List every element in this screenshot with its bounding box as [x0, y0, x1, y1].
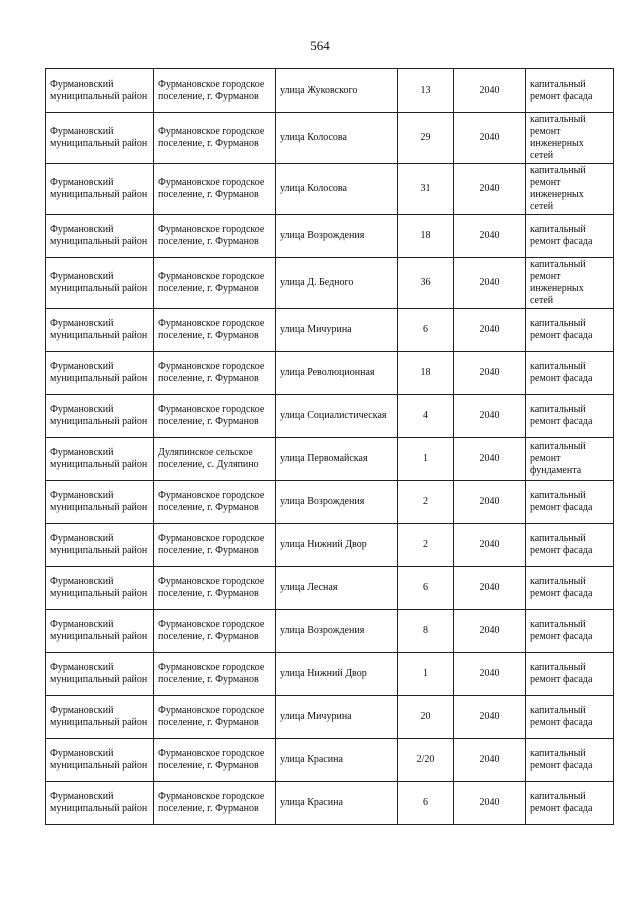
works-type-cell: капитальный ремонт фасада — [526, 352, 614, 395]
settlement-cell: Фурмановское городское поселение, г. Фурманов — [154, 395, 276, 438]
table-row — [46, 567, 614, 610]
table-row — [46, 352, 614, 395]
works-type-cell: капитальный ремонт фасада — [526, 309, 614, 352]
works-type-cell: капитальный ремонт фасада — [526, 610, 614, 653]
works-type-cell: капитальный ремонт фасада — [526, 524, 614, 567]
house-number-cell: 2 — [398, 524, 454, 567]
street-cell: улица Мичурина — [276, 309, 398, 352]
year-cell: 2040 — [454, 610, 526, 653]
table-row — [46, 653, 614, 696]
street-cell: улица Красина — [276, 739, 398, 782]
settlement-cell: Фурмановское городское поселение, г. Фурманов — [154, 352, 276, 395]
table-row — [46, 164, 614, 215]
district-cell: Фурмановский муниципальный район — [46, 696, 154, 739]
year-cell: 2040 — [454, 696, 526, 739]
house-number-cell: 8 — [398, 610, 454, 653]
works-type-cell: капитальный ремонт фасада — [526, 696, 614, 739]
year-cell: 2040 — [454, 258, 526, 309]
district-cell: Фурмановский муниципальный район — [46, 352, 154, 395]
district-cell: Фурмановский муниципальный район — [46, 653, 154, 696]
street-cell: улица Колосова — [276, 113, 398, 164]
settlement-cell: Фурмановское городское поселение, г. Фурманов — [154, 524, 276, 567]
district-cell: Фурмановский муниципальный район — [46, 309, 154, 352]
settlement-cell: Фурмановское городское поселение, г. Фурманов — [154, 69, 276, 113]
street-cell: улица Нижний Двор — [276, 653, 398, 696]
street-cell: улица Жуковского — [276, 69, 398, 113]
house-number-cell: 1 — [398, 438, 454, 481]
house-number-cell: 2/20 — [398, 739, 454, 782]
year-cell: 2040 — [454, 739, 526, 782]
house-number-cell: 6 — [398, 567, 454, 610]
district-cell: Фурмановский муниципальный район — [46, 524, 154, 567]
district-cell: Фурмановский муниципальный район — [46, 215, 154, 258]
street-cell: улица Д. Бедного — [276, 258, 398, 309]
district-cell: Фурмановский муниципальный район — [46, 69, 154, 113]
district-cell: Фурмановский муниципальный район — [46, 438, 154, 481]
table-row — [46, 696, 614, 739]
year-cell: 2040 — [454, 352, 526, 395]
district-cell: Фурмановский муниципальный район — [46, 164, 154, 215]
year-cell: 2040 — [454, 215, 526, 258]
works-type-cell: капитальный ремонт фасада — [526, 395, 614, 438]
year-cell: 2040 — [454, 69, 526, 113]
year-cell: 2040 — [454, 481, 526, 524]
table-row — [46, 258, 614, 309]
street-cell: улица Мичурина — [276, 696, 398, 739]
table-row — [46, 739, 614, 782]
works-type-cell: капитальный ремонт фасада — [526, 653, 614, 696]
settlement-cell: Фурмановское городское поселение, г. Фурманов — [154, 610, 276, 653]
house-number-cell: 29 — [398, 113, 454, 164]
district-cell: Фурмановский муниципальный район — [46, 782, 154, 825]
settlement-cell: Фурмановское городское поселение, г. Фурманов — [154, 164, 276, 215]
street-cell: улица Лесная — [276, 567, 398, 610]
house-number-cell: 6 — [398, 309, 454, 352]
street-cell: улица Нижний Двор — [276, 524, 398, 567]
settlement-cell: Фурмановское городское поселение, г. Фурманов — [154, 696, 276, 739]
house-number-cell: 18 — [398, 215, 454, 258]
house-number-cell: 13 — [398, 69, 454, 113]
district-cell: Фурмановский муниципальный район — [46, 610, 154, 653]
table-row — [46, 395, 614, 438]
works-type-cell: капитальный ремонт фундамента — [526, 438, 614, 481]
settlement-cell: Фурмановское городское поселение, г. Фурманов — [154, 653, 276, 696]
works-type-cell: капитальный ремонт инженерных сетей — [526, 258, 614, 309]
works-type-cell: капитальный ремонт фасада — [526, 782, 614, 825]
year-cell: 2040 — [454, 309, 526, 352]
year-cell: 2040 — [454, 782, 526, 825]
table-row — [46, 69, 614, 113]
settlement-cell: Фурмановское городское поселение, г. Фурманов — [154, 782, 276, 825]
street-cell: улица Революционная — [276, 352, 398, 395]
district-cell: Фурмановский муниципальный район — [46, 258, 154, 309]
year-cell: 2040 — [454, 395, 526, 438]
settlement-cell: Дуляпинское сельское поселение, с. Дуляпино — [154, 438, 276, 481]
house-number-cell: 6 — [398, 782, 454, 825]
works-type-cell: капитальный ремонт фасада — [526, 215, 614, 258]
street-cell: улица Возрождения — [276, 215, 398, 258]
works-type-cell: капитальный ремонт фасада — [526, 69, 614, 113]
settlement-cell: Фурмановское городское поселение, г. Фурманов — [154, 215, 276, 258]
table-row — [46, 610, 614, 653]
house-number-cell: 1 — [398, 653, 454, 696]
street-cell: улица Первомайская — [276, 438, 398, 481]
settlement-cell: Фурмановское городское поселение, г. Фурманов — [154, 481, 276, 524]
works-type-cell: капитальный ремонт инженерных сетей — [526, 113, 614, 164]
table-row — [46, 481, 614, 524]
street-cell: улица Возрождения — [276, 610, 398, 653]
table-row — [46, 113, 614, 164]
table-row — [46, 215, 614, 258]
table-row — [46, 782, 614, 825]
register-table — [45, 68, 614, 825]
table-row — [46, 524, 614, 567]
district-cell: Фурмановский муниципальный район — [46, 113, 154, 164]
house-number-cell: 18 — [398, 352, 454, 395]
table-row — [46, 309, 614, 352]
year-cell: 2040 — [454, 653, 526, 696]
street-cell: улица Возрождения — [276, 481, 398, 524]
works-type-cell: капитальный ремонт фасада — [526, 567, 614, 610]
street-cell: улица Колосова — [276, 164, 398, 215]
works-type-cell: капитальный ремонт инженерных сетей — [526, 164, 614, 215]
year-cell: 2040 — [454, 524, 526, 567]
house-number-cell: 2 — [398, 481, 454, 524]
street-cell: улица Социалистическая — [276, 395, 398, 438]
house-number-cell: 4 — [398, 395, 454, 438]
house-number-cell: 31 — [398, 164, 454, 215]
year-cell: 2040 — [454, 567, 526, 610]
district-cell: Фурмановский муниципальный район — [46, 739, 154, 782]
district-cell: Фурмановский муниципальный район — [46, 395, 154, 438]
works-type-cell: капитальный ремонт фасада — [526, 481, 614, 524]
settlement-cell: Фурмановское городское поселение, г. Фурманов — [154, 739, 276, 782]
settlement-cell: Фурмановское городское поселение, г. Фурманов — [154, 309, 276, 352]
year-cell: 2040 — [454, 113, 526, 164]
street-cell: улица Красина — [276, 782, 398, 825]
page-number: 564 — [310, 38, 330, 53]
district-cell: Фурмановский муниципальный район — [46, 567, 154, 610]
year-cell: 2040 — [454, 438, 526, 481]
settlement-cell: Фурмановское городское поселение, г. Фурманов — [154, 258, 276, 309]
table-row — [46, 438, 614, 481]
register-table-body — [46, 69, 614, 825]
district-cell: Фурмановский муниципальный район — [46, 481, 154, 524]
house-number-cell: 36 — [398, 258, 454, 309]
year-cell: 2040 — [454, 164, 526, 215]
settlement-cell: Фурмановское городское поселение, г. Фурманов — [154, 113, 276, 164]
settlement-cell: Фурмановское городское поселение, г. Фурманов — [154, 567, 276, 610]
house-number-cell: 20 — [398, 696, 454, 739]
works-type-cell: капитальный ремонт фасада — [526, 739, 614, 782]
